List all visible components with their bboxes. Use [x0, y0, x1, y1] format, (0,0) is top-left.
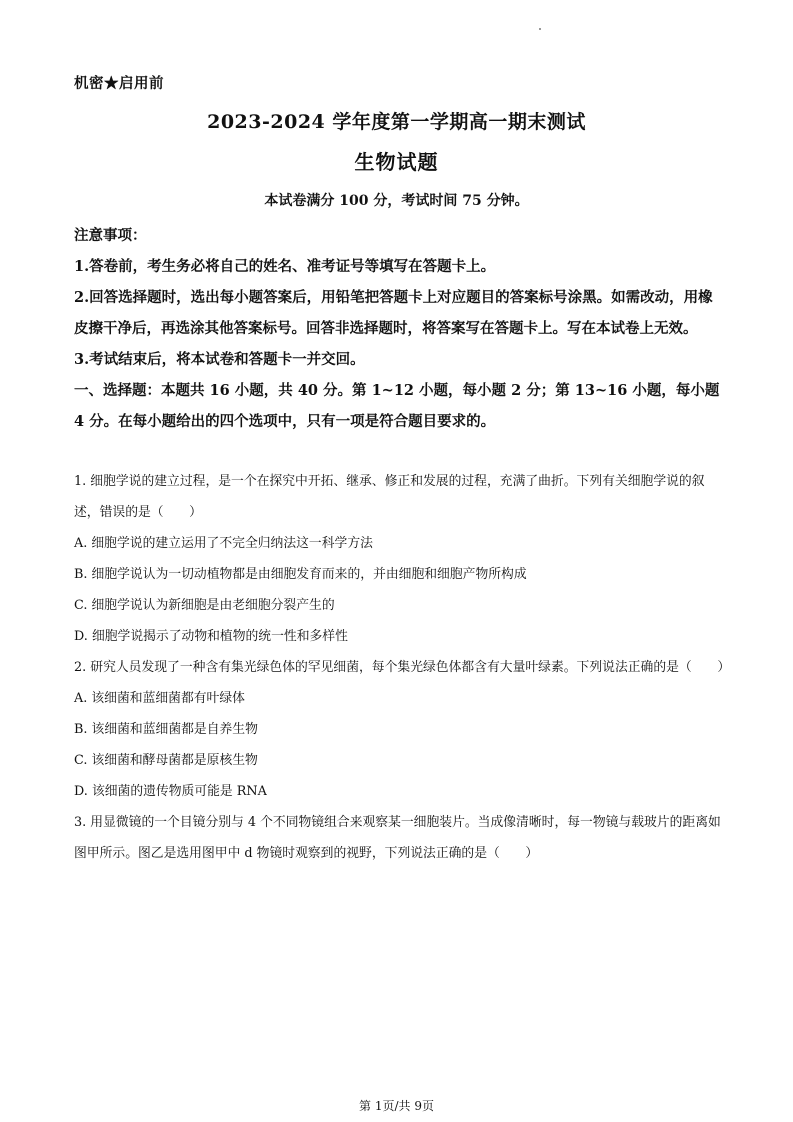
- scan-speck: [539, 28, 541, 30]
- notes-block: [74, 220, 722, 437]
- confidential-label: 机密★启用前: [74, 75, 164, 92]
- question-option: B. 细胞学说认为一切动植物都是由细胞发育而来的，并由细胞和细胞产物所构成: [74, 567, 527, 582]
- question-stem: 1. 细胞学说的建立过程，是一个在探究中开拓、继承、修正和发展的过程，充满了曲折。下列有关细胞学说的叙述，错误的是（ ）: [74, 474, 705, 520]
- subject-title: 生物试题: [354, 150, 439, 174]
- question-option: C. 该细菌和酵母菌都是原核生物: [74, 753, 258, 768]
- question-option: D. 细胞学说揭示了动物和植物的统一性和多样性: [74, 629, 348, 644]
- question-3: [74, 807, 724, 869]
- question-stem: 2. 研究人员发现了一种含有集光绿色体的罕见细菌，每个集光绿色体都含有大量叶绿素。下列说法正确的是（ ）: [74, 660, 731, 675]
- question-1: [74, 466, 724, 652]
- question-option: A. 该细菌和蓝细菌都有叶绿体: [74, 691, 245, 706]
- section-heading: 一、选择题：本题共 16 小题，共 40 分。第 1~12 小题，每小题 2 分；第 13~16 小题，每小题 4 分。在每小题给出的四个选项中，只有一项是符合题目要求的。: [74, 382, 720, 430]
- note-item: 1.答卷前，考生务必将自己的姓名、准考证号等填写在答题卡上。: [74, 258, 496, 275]
- question-2: [74, 652, 731, 807]
- note-item: 3.考试结束后，将本试卷和答题卡一并交回。: [74, 351, 365, 368]
- question-option: D. 该细菌的遗传物质可能是 RNA: [74, 784, 267, 799]
- note-item: 2.回答选择题时，选出每小题答案后，用铅笔把答题卡上对应题目的答案标号涂黑。如需改动，用橡皮擦干净后，再选涂其他答案标号。回答非选择题时，将答案写在答题卡上。写在本试卷上无效。: [74, 289, 713, 337]
- question-option: B. 该细菌和蓝细菌都是自养生物: [74, 722, 258, 737]
- page-number: 第 1页/共 9页: [359, 1099, 434, 1113]
- exam-title: 2023-2024 学年度第一学期高一期末测试: [207, 111, 586, 133]
- question-stem: 3. 用显微镜的一个目镜分别与 4 个不同物镜组合来观察某一细胞装片。当成像清晰时，每一物镜与载玻片的距离如图甲所示。图乙是选用图甲中 d 物镜时观察到的视野，下列说法正确的是（ ）: [74, 815, 721, 861]
- exam-info: 本试卷满分 100 分，考试时间 75 分钟。: [264, 193, 529, 209]
- notes-heading: 注意事项：: [74, 227, 147, 244]
- question-option: A. 细胞学说的建立运用了不完全归纳法这一科学方法: [74, 536, 373, 551]
- questions-block: [74, 466, 731, 869]
- question-option: C. 细胞学说认为新细胞是由老细胞分裂产生的: [74, 598, 335, 613]
